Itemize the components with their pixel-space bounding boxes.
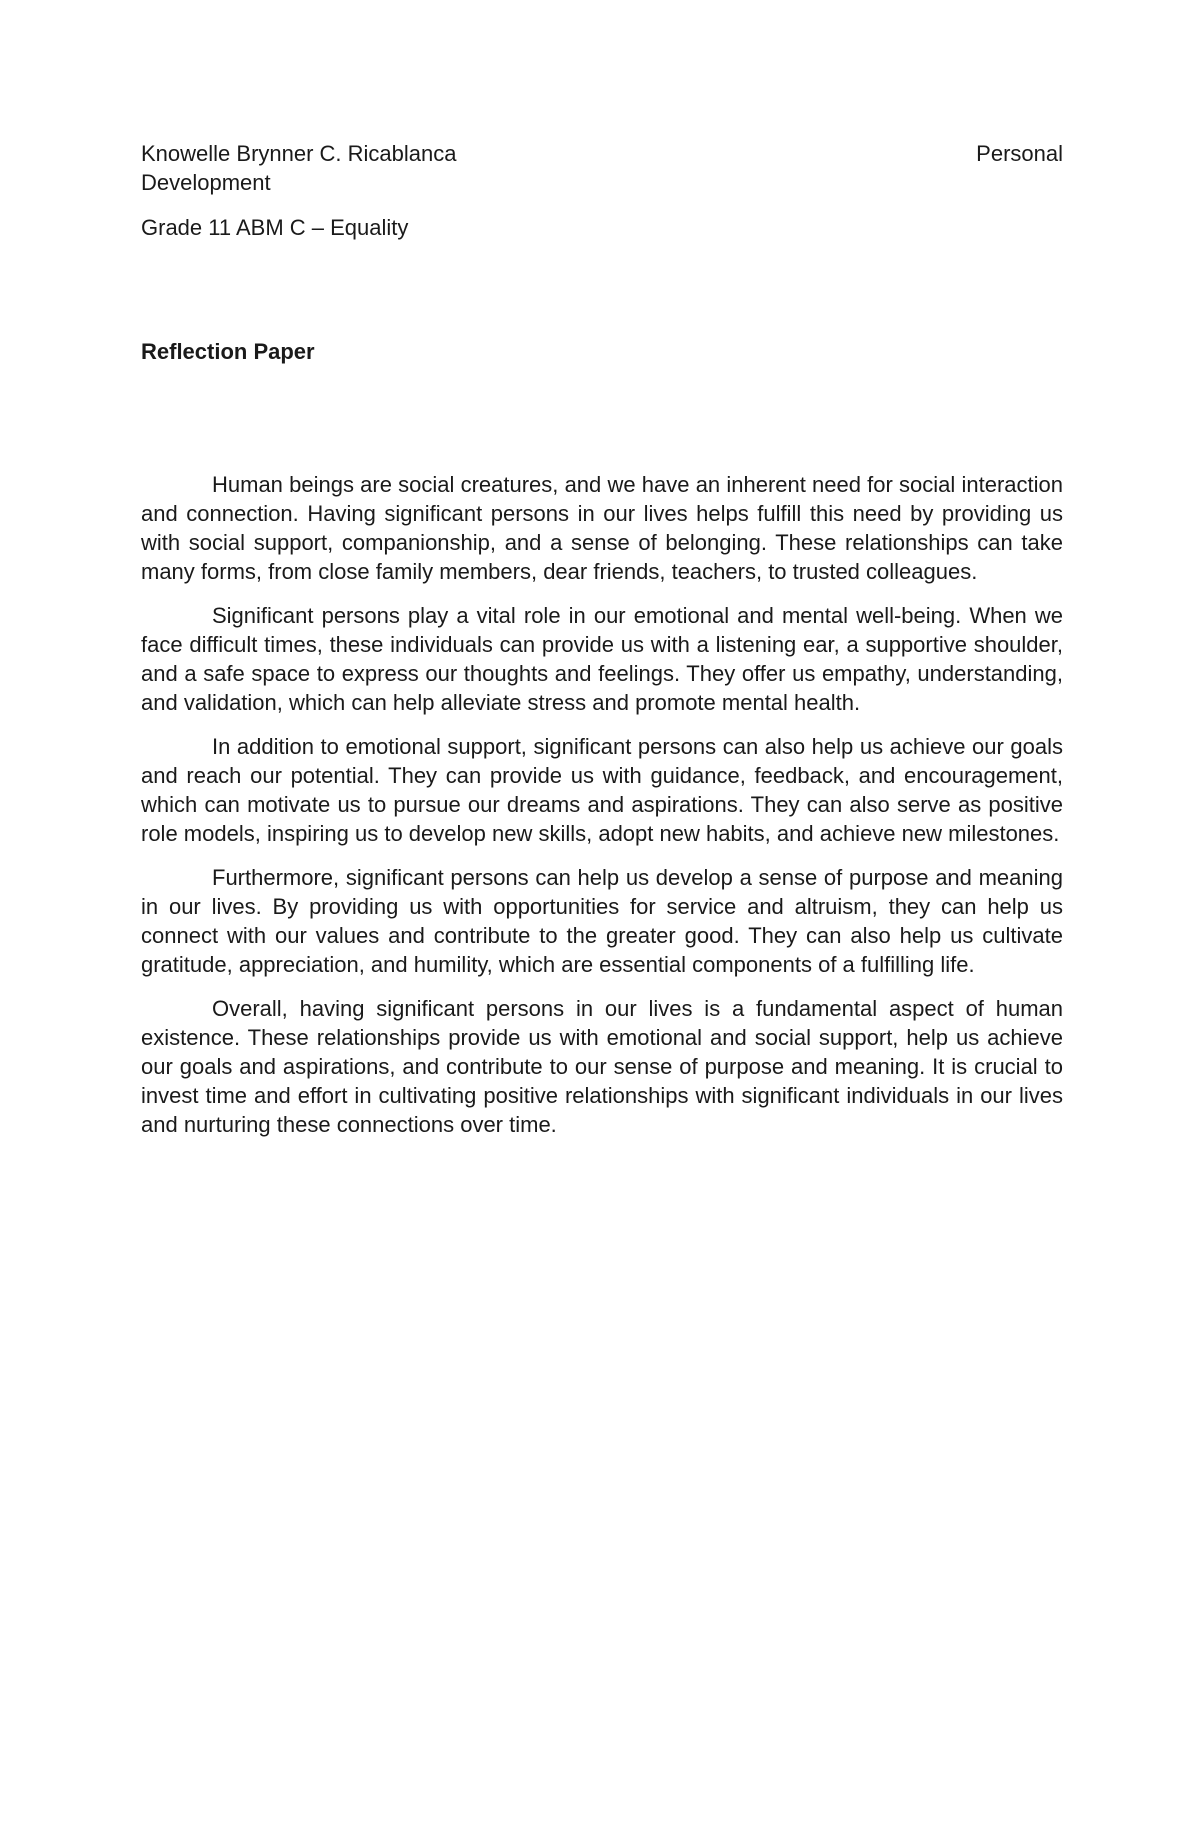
- paragraph-1: Human beings are social creatures, and we have an inherent need for social interaction and connection. Having significant persons in our lives helps fulfill this need by providing us with social support, companionship, and a sense of belonging. These relationships can take many forms, from close family members, dear friends, teachers, to trusted colleagues.: [141, 472, 1063, 584]
- document-content: [141, 139, 1063, 1154]
- header-line-1: [141, 139, 1063, 168]
- grade-section: Grade 11 ABM C – Equality: [141, 215, 409, 240]
- document-header: [141, 139, 1063, 242]
- subject-name-part-2: Development: [141, 170, 271, 195]
- author-name: Knowelle Brynner C. Ricablanca: [141, 141, 457, 166]
- paragraph-4: Furthermore, significant persons can help us develop a sense of purpose and meaning in our lives. By providing us with opportunities for service and altruism, they can help us connect with our values and contribute to the greater good. They can also help us cultivate gratitude, appreciation, and humility, which are essential components of a fulfilling life.: [141, 865, 1063, 977]
- paragraph-3: In addition to emotional support, significant persons can also help us achieve our goals and reach our potential. They can provide us with guidance, feedback, and encouragement, which can motivate us to pursue our dreams and aspirations. They can also serve as positive role models, inspiring us to develop new skills, adopt new habits, and achieve new milestones.: [141, 734, 1063, 846]
- paragraph-5: Overall, having significant persons in our lives is a fundamental aspect of human existence. These relationships provide us with emotional and social support, help us achieve our goals and aspirations, and contribute to our sense of purpose and meaning. It is crucial to invest time and effort in cultivating positive relationships with significant individuals in our lives and nurturing these connections over time.: [141, 996, 1063, 1137]
- document-body: [141, 470, 1063, 1139]
- document-title: Reflection Paper: [141, 339, 315, 364]
- header-line-2: [141, 168, 1063, 197]
- subject-name-part-1: Personal: [976, 141, 1063, 166]
- paragraph-2: Significant persons play a vital role in our emotional and mental well-being. When we face difficult times, these individuals can provide us with a listening ear, a supportive shoulder, and a safe space to express our thoughts and feelings. They offer us empathy, understanding, and validation, which can help alleviate stress and promote mental health.: [141, 603, 1063, 715]
